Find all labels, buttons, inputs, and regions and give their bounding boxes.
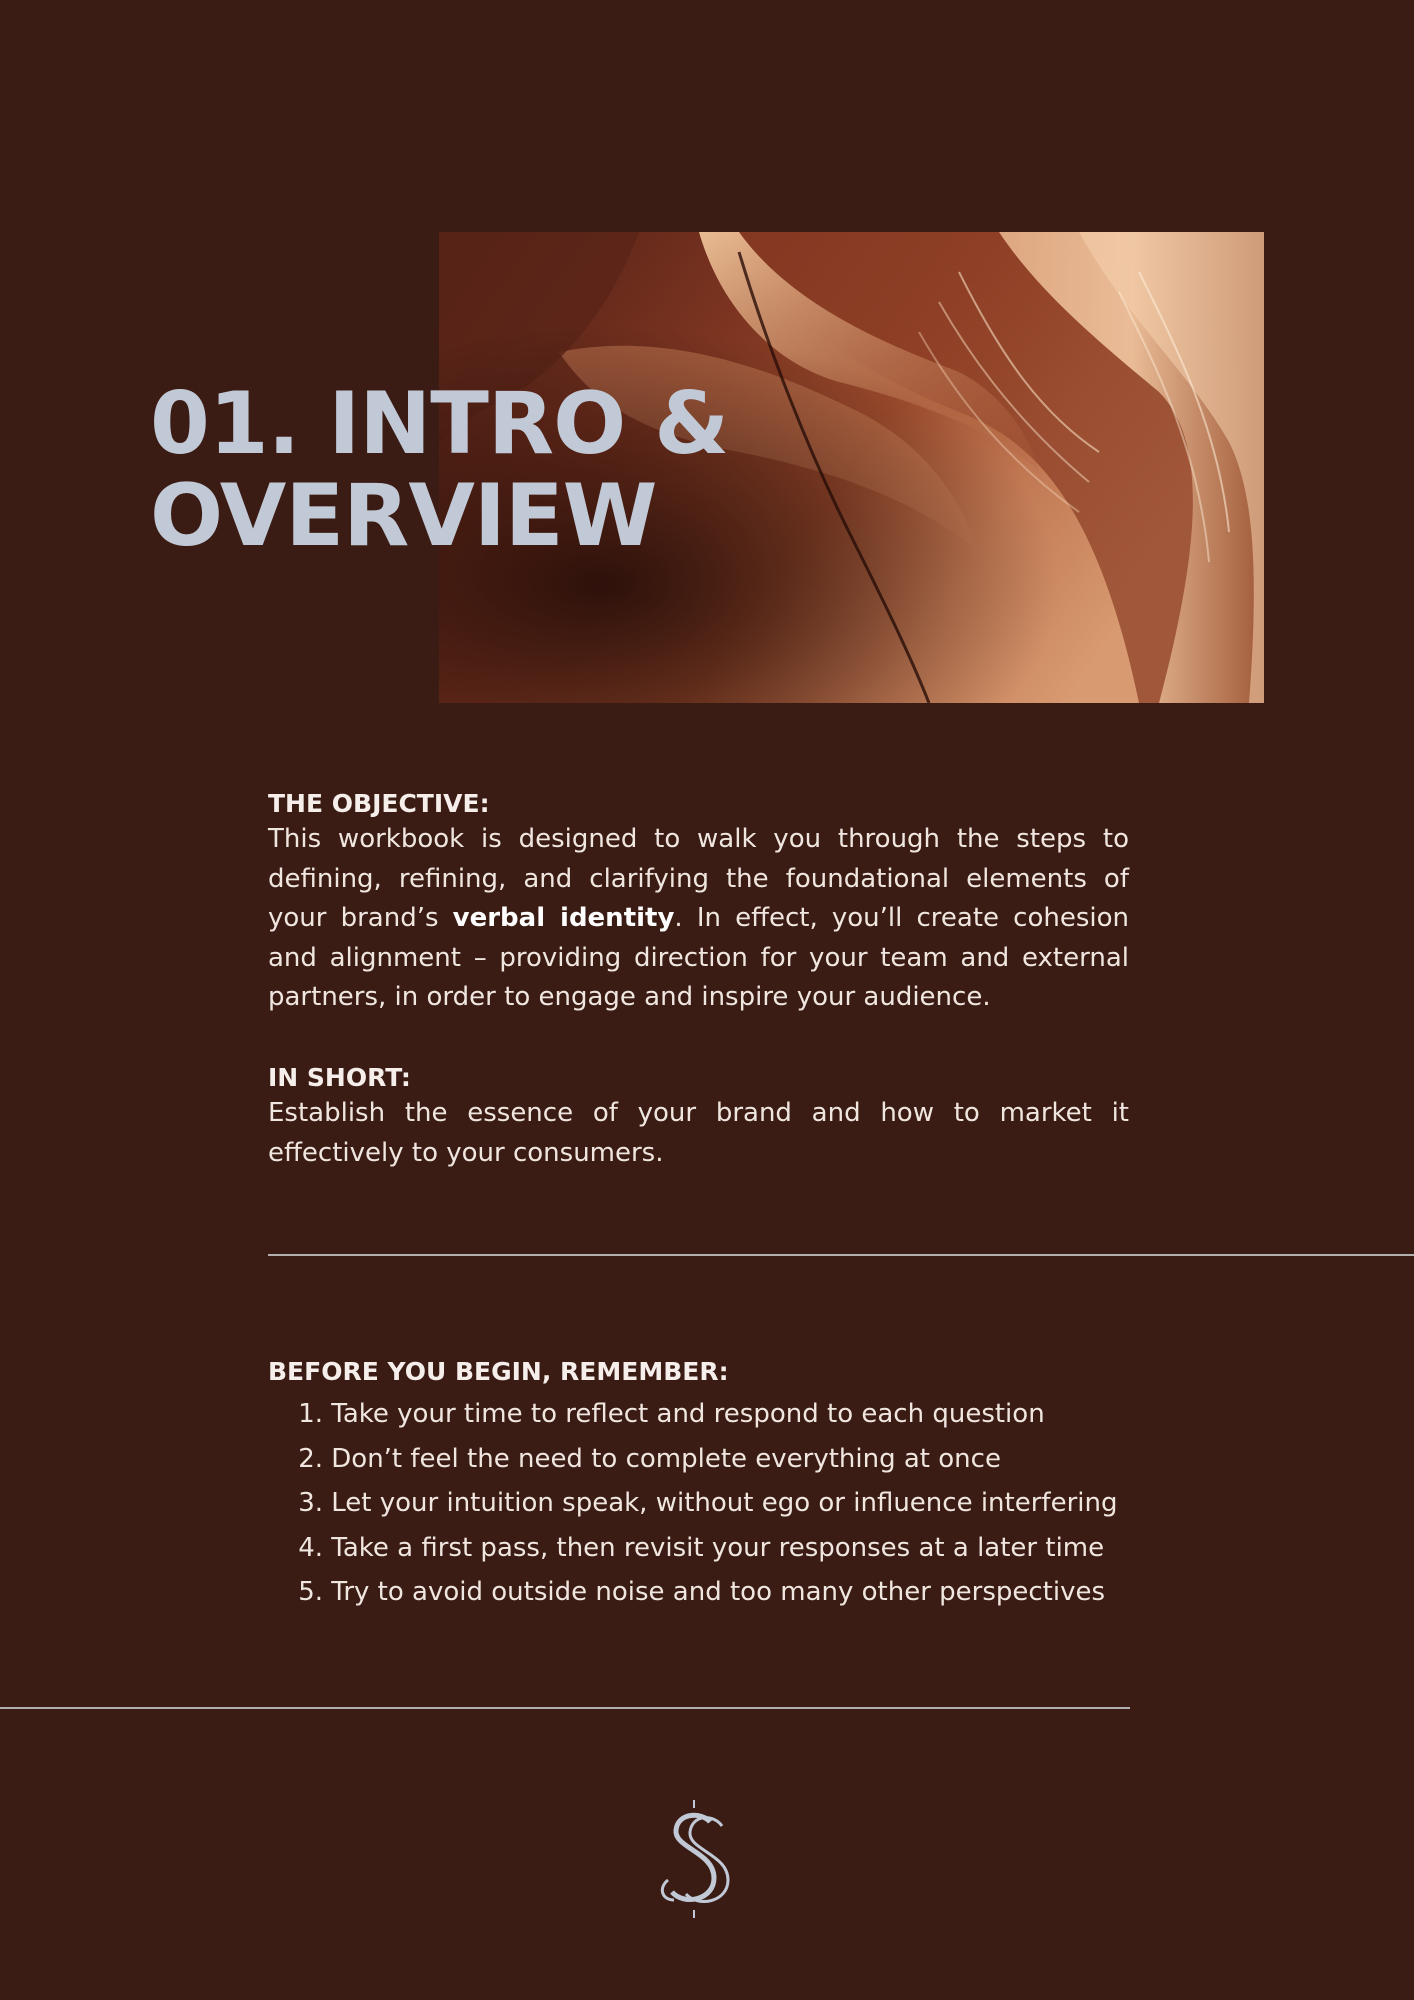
before-begin-heading: BEFORE YOU BEGIN, REMEMBER: (268, 1357, 729, 1386)
objective-text-end: . In effect, you’ll create cohesion and alignment – providing direction for your team and external partners, in order to engage and inspire your audience. (268, 903, 1129, 1012)
page-title (150, 374, 729, 566)
divider-bottom (0, 1707, 1130, 1709)
objective-emphasis: verbal identity (452, 903, 675, 933)
objective-text-start: This workbook is designed to walk you through the steps to defining, refining, and clarifying the foundational elements of your brand’s (268, 824, 1129, 933)
objective-heading: THE OBJECTIVE: (268, 789, 490, 818)
page-title-line-1: 01. INTRO & (150, 374, 729, 474)
list-item-number: 5. (298, 1577, 323, 1607)
list-item-text: Don’t feel the need to complete everything at once (331, 1443, 1001, 1474)
list-item-number: 4. (298, 1532, 323, 1563)
reminder-list (268, 1392, 1129, 1615)
list-item (268, 1437, 1129, 1482)
list-item-text: Take your time to reflect and respond to each question (331, 1399, 1045, 1429)
list-item (268, 1481, 1129, 1526)
list-item (268, 1392, 1129, 1437)
page-title-line-2: OVERVIEW (150, 466, 657, 566)
before-begin-section (268, 1356, 1129, 1615)
list-item-number: 1. (298, 1399, 323, 1429)
divider-top (268, 1254, 1414, 1256)
list-item-number: 2. (298, 1443, 323, 1474)
list-item-number: 3. (298, 1488, 323, 1518)
in-short-section (268, 1062, 1129, 1173)
list-item-text: Try to avoid outside noise and too many other perspectives (331, 1577, 1106, 1607)
list-item-text: Take a first pass, then revisit your responses at a later time (331, 1532, 1105, 1563)
list-item (268, 1570, 1129, 1615)
objective-section (268, 788, 1129, 1018)
list-item (268, 1526, 1129, 1571)
objective-text (268, 820, 1129, 1018)
ss-monogram-icon (648, 1800, 740, 1918)
in-short-text: Establish the essence of your brand and how to market it effectively to your consumers. (268, 1098, 1129, 1168)
in-short-heading: IN SHORT: (268, 1063, 411, 1092)
list-item-text: Let your intuition speak, without ego or influence interfering (331, 1488, 1118, 1518)
